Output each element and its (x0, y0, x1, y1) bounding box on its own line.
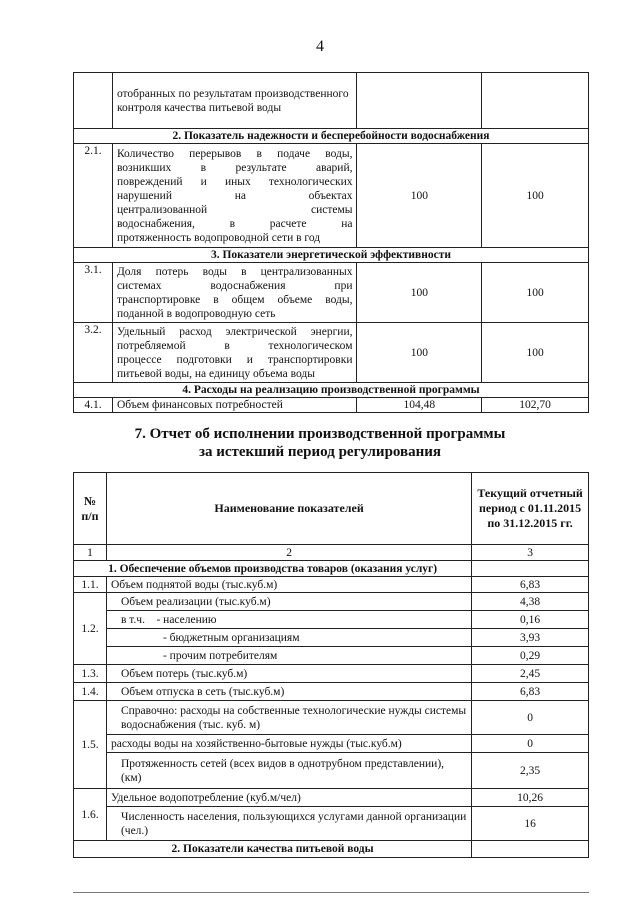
table-row (74, 263, 589, 323)
table-row (74, 665, 589, 683)
table-row (74, 683, 589, 701)
table-row (74, 789, 589, 807)
text-line: нарушений на объектах (116, 189, 353, 202)
header-name: Наименование показателей (106, 473, 471, 545)
report-table (73, 472, 589, 858)
table-row (74, 629, 589, 647)
table-row (74, 248, 589, 263)
column-number: 1 (74, 545, 107, 561)
table-row (74, 841, 589, 858)
row-number: 3.2. (74, 323, 113, 383)
column-number: 2 (106, 545, 471, 561)
table-row (74, 383, 589, 398)
column-number-row (74, 545, 589, 561)
indicator-name: Объем реализации (тыс.куб.м) (106, 593, 471, 611)
indicators-table (73, 72, 589, 413)
text-line: системах водоснабжения при (116, 279, 353, 292)
text-line: процессе подготовки и транспортировки (116, 353, 353, 366)
section-heading: 2. Показатель надежности и бесперебойности водоснабжения (74, 129, 589, 144)
value-cell: 16 (472, 807, 589, 841)
text-line: протяженность водопроводной сети в год (116, 231, 321, 244)
column-number: 3 (472, 545, 589, 561)
row-number: 2.1. (74, 144, 113, 248)
indicator-subitem: - бюджетным организациям (106, 629, 471, 647)
value-cell: 100 (357, 323, 482, 383)
value-cell: 6,83 (472, 577, 589, 593)
row-number: 3.1. (74, 263, 113, 323)
section-heading: 4. Расходы на реализацию производственной программы (74, 383, 589, 398)
section-heading: 2. Показатели качества питьевой воды (74, 841, 472, 858)
table-row (74, 129, 589, 144)
indicator-subitem: - прочим потребителям (106, 647, 471, 665)
value-cell: 0 (472, 735, 589, 753)
table-row (74, 735, 589, 753)
header-period: Текущий отчетный период с 01.11.2015 по 31.12.2015 гг. (472, 473, 589, 545)
section-heading: 3. Показатели энергетической эффективности (74, 248, 589, 263)
value-cell: 0 (472, 701, 589, 735)
text-line: водоснабжения, в расчете на (116, 217, 353, 230)
section-title-line: 7. Отчет об исполнении производственной программы (134, 426, 506, 442)
value-cell: 6,83 (472, 683, 589, 701)
row-number: 1.1. (74, 577, 107, 593)
row-number: 1.6. (74, 789, 107, 841)
value-cell: 100 (357, 144, 482, 248)
header-number: № п/п (74, 473, 107, 545)
indicator-subitem (106, 611, 471, 629)
table-row (74, 561, 589, 577)
table-row (74, 807, 589, 841)
row-number: 1.2. (74, 593, 107, 665)
text-line: поданной в водопроводную сеть (116, 307, 276, 320)
text-line: питьевой воды, на единицу объема воды (116, 367, 315, 380)
table-row (74, 611, 589, 629)
value-cell: 100 (357, 263, 482, 323)
text-line: транспортировке в общем объеме воды, (116, 293, 353, 306)
value-cell: 100 (482, 323, 589, 383)
sub-prefix: в т.ч. (120, 613, 145, 626)
text-line: централизованной системы (116, 203, 353, 216)
table-row (74, 398, 589, 413)
value-cell: 2,35 (472, 753, 589, 789)
section-title-line: за истекший период регулирования (198, 444, 442, 460)
indicator-name: Численность населения, пользующихся услугами данной организации (чел.) (106, 807, 471, 841)
value-cell: 100 (482, 263, 589, 323)
indicator-name: Удельное водопотребление (куб.м/чел) (106, 789, 471, 807)
value-cell: 104,48 (357, 398, 482, 413)
value-cell: 10,26 (472, 789, 589, 807)
indicator-name: Объем поднятой воды (тыс.куб.м) (106, 577, 471, 593)
value-cell: 0,29 (472, 647, 589, 665)
indicator-name: Объем отпуска в сеть (тыс.куб.м) (106, 683, 471, 701)
indicator-name: Объем финансовых потребностей (112, 398, 357, 413)
section-title (0, 425, 640, 461)
page-number: 4 (316, 38, 324, 55)
indicator-name: Объем потерь (тыс.куб.м) (106, 665, 471, 683)
table-row (74, 144, 589, 248)
value-cell: 0,16 (472, 611, 589, 629)
row-number: 1.4. (74, 683, 107, 701)
row-number: 4.1. (74, 398, 113, 413)
value-cell: 102,70 (482, 398, 589, 413)
section-heading: 1. Обеспечение объемов производства товаров (оказания услуг) (74, 561, 472, 577)
indicator-name (112, 263, 357, 323)
text-line: Количество перерывов в подаче воды, (116, 147, 353, 160)
table-row (74, 577, 589, 593)
indicator-name (112, 144, 357, 248)
indicator-name (112, 323, 357, 383)
value-cell: 3,93 (472, 629, 589, 647)
table-row (74, 73, 589, 129)
text-line: Доля потерь воды в централизованных (116, 265, 353, 278)
sub-name: - населению (156, 613, 217, 626)
row-number: 1.5. (74, 701, 107, 789)
value-cell: 4,38 (472, 593, 589, 611)
table-row (74, 753, 589, 789)
table-row (74, 647, 589, 665)
text-line: Удельный расход электрической энергии, (116, 325, 353, 338)
row-number: 1.3. (74, 665, 107, 683)
page-bottom-rule (73, 892, 589, 893)
indicator-name: Справочно: расходы на собственные технологические нужды системы водоснабжения (тыс. куб. м) (106, 701, 471, 735)
table-header-row (74, 473, 589, 545)
indicator-name: расходы воды на хозяйственно-бытовые нужды (тыс.куб.м) (106, 735, 471, 753)
text-line: возникших в результате аварий, (116, 161, 353, 174)
continued-row-text: отобранных по результатам производственного контроля качества питьевой воды (112, 73, 357, 129)
text-line: потребляемой в технологическом (116, 339, 353, 352)
indicator-name: Протяженность сетей (всех видов в однотрубном представлении), (км) (106, 753, 471, 789)
table-row (74, 701, 589, 735)
text-line: повреждений и иных технологических (116, 175, 353, 188)
value-cell: 2,45 (472, 665, 589, 683)
table-row (74, 323, 589, 383)
value-cell: 100 (482, 144, 589, 248)
table-row (74, 593, 589, 611)
